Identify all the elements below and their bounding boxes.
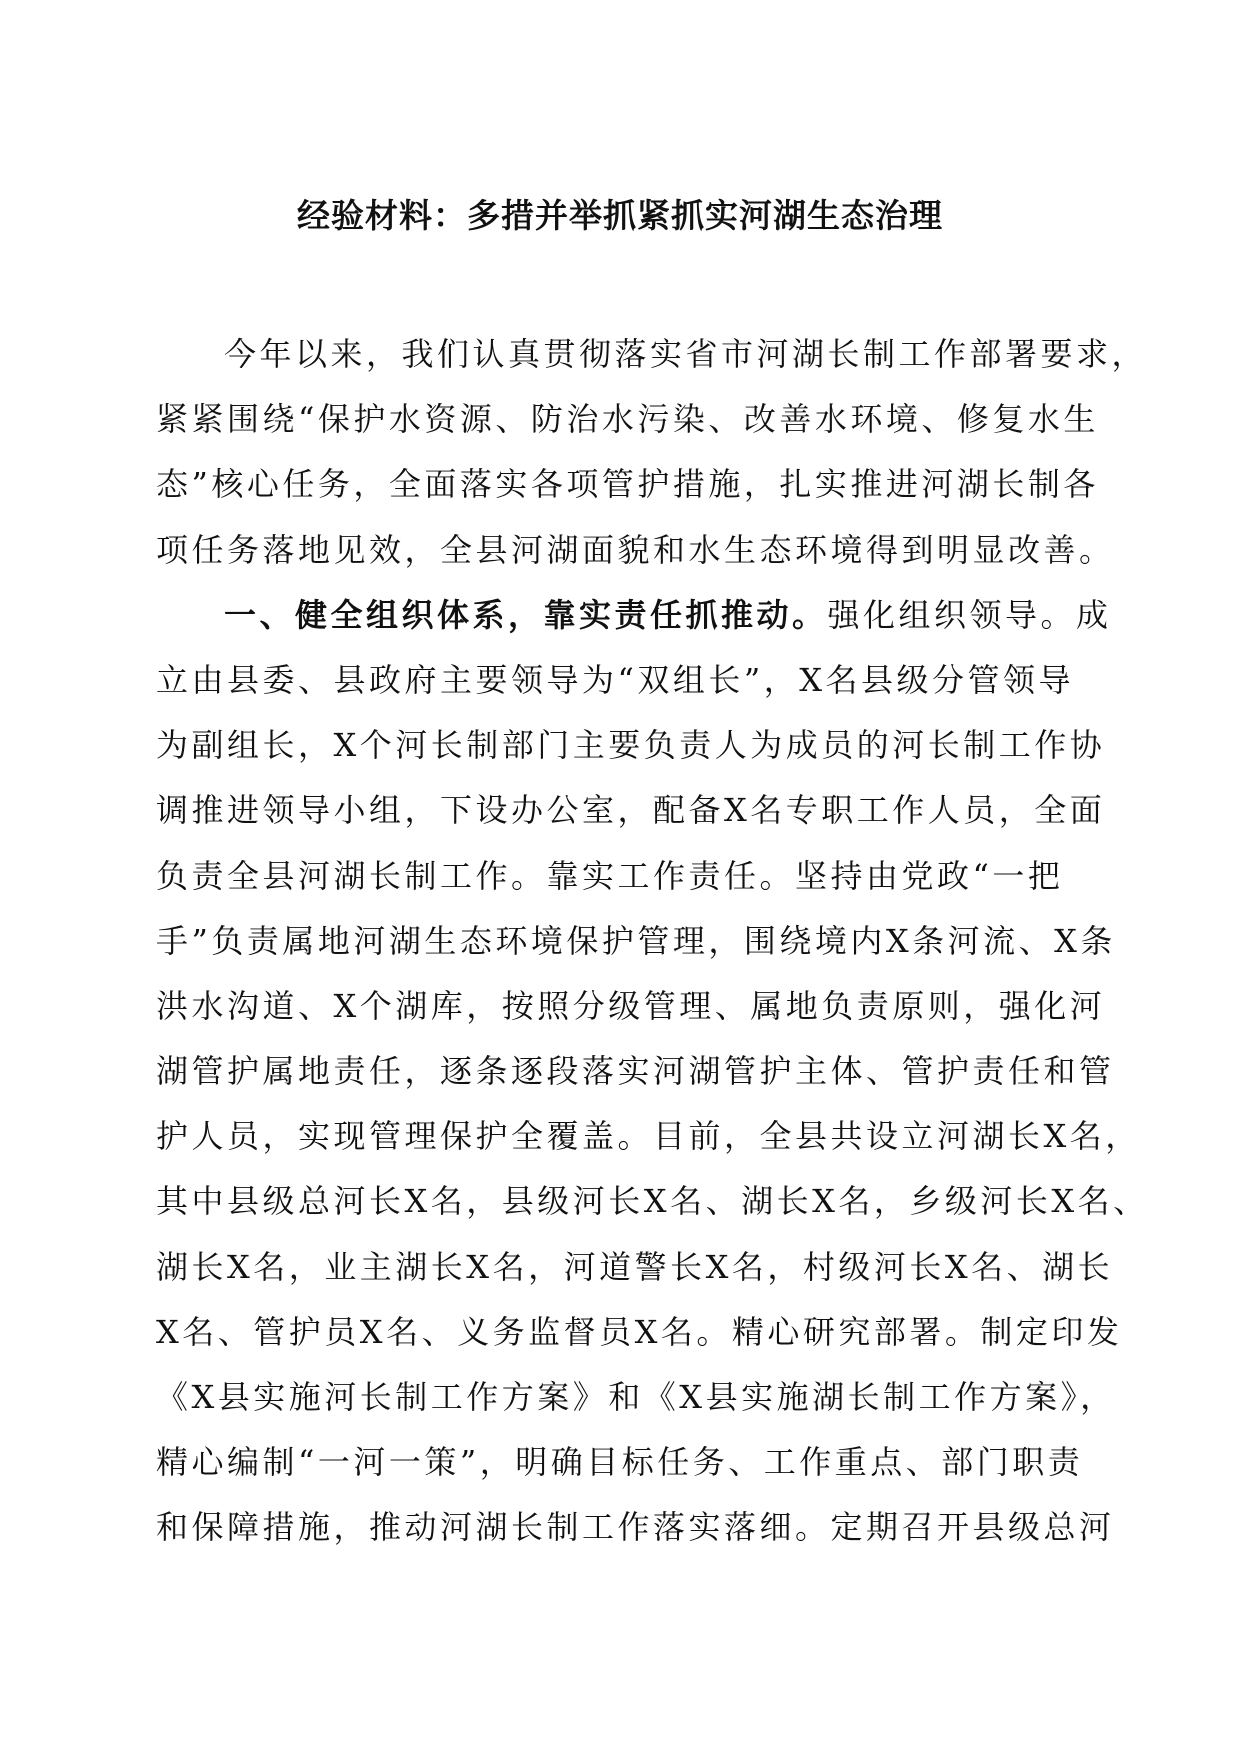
paragraph-line: 手”负责属地河湖生态环境保护管理，围绕境内X条河流、X条 bbox=[156, 921, 1116, 960]
paragraph-line: 紧紧围绕“保护水资源、防治水污染、改善水环境、修复水生 bbox=[156, 400, 1099, 439]
paragraph-line: 洪水沟道、X个湖库，按照分级管理、属地负责原则，强化河 bbox=[156, 986, 1106, 1025]
paragraph-line: 调推进领导小组，下设办公室，配备X名专职工作人员，全面 bbox=[156, 791, 1106, 830]
document-body bbox=[156, 322, 1149, 1561]
paragraph-line: 护人员，实现管理保护全覆盖。目前，全县共设立河湖长X名， bbox=[156, 1117, 1141, 1156]
paragraph-line: 今年以来，我们认真贯彻落实省市河湖长制工作部署要求， bbox=[224, 335, 1148, 373]
paragraph-line: 态”核心任务，全面落实各项管护措施，扎实推进河湖长制各 bbox=[156, 465, 1099, 504]
document-title: 经验材料：多措并举抓紧抓实河湖生态治理 bbox=[297, 196, 943, 235]
paragraph-line: 项任务落地见效，全县河湖面貌和水生态环境得到明显改善。 bbox=[156, 530, 1115, 569]
paragraph-line: 《X县实施河长制工作方案》和《X县实施湖长制工作方案》， bbox=[156, 1378, 1116, 1416]
section-heading: 一、健全组织体系，靠实责任抓推动。 bbox=[224, 595, 828, 634]
paragraph-line: 湖管护属地责任，逐条逐段落实河湖管护主体、管护责任和管 bbox=[156, 1052, 1115, 1091]
section-first-line bbox=[156, 583, 1116, 648]
paragraph-line: 其中县级总河长X名，县级河长X名、湖长X名，乡级河长X名、 bbox=[156, 1182, 1149, 1221]
paragraph-line: 湖长X名，业主湖长X名，河道警长X名，村级河长X名、湖长 bbox=[156, 1247, 1114, 1286]
paragraph-line: 立由县委、县政府主要领导为“双组长”，X名县级分管领导 bbox=[156, 660, 1075, 699]
section-first-line-text: 强化组织领导。成 bbox=[827, 595, 1112, 634]
paragraph-line: 和保障措施，推动河湖长制工作落实落细。定期召开县级总河 bbox=[156, 1508, 1115, 1547]
paragraph-line: 精心编制“一河一策”，明确目标任务、工作重点、部门职责 bbox=[156, 1443, 1084, 1482]
paragraph-line: 为副组长，X个河长制部门主要负责人为成员的河长制工作协 bbox=[156, 726, 1106, 765]
paragraph-line: 负责全县河湖长制工作。靠实工作责任。坚持由党政“一把 bbox=[156, 856, 1064, 895]
paragraph-line: X名、管护员X名、义务监督员X名。精心研究部署。制定印发 bbox=[156, 1312, 1123, 1351]
